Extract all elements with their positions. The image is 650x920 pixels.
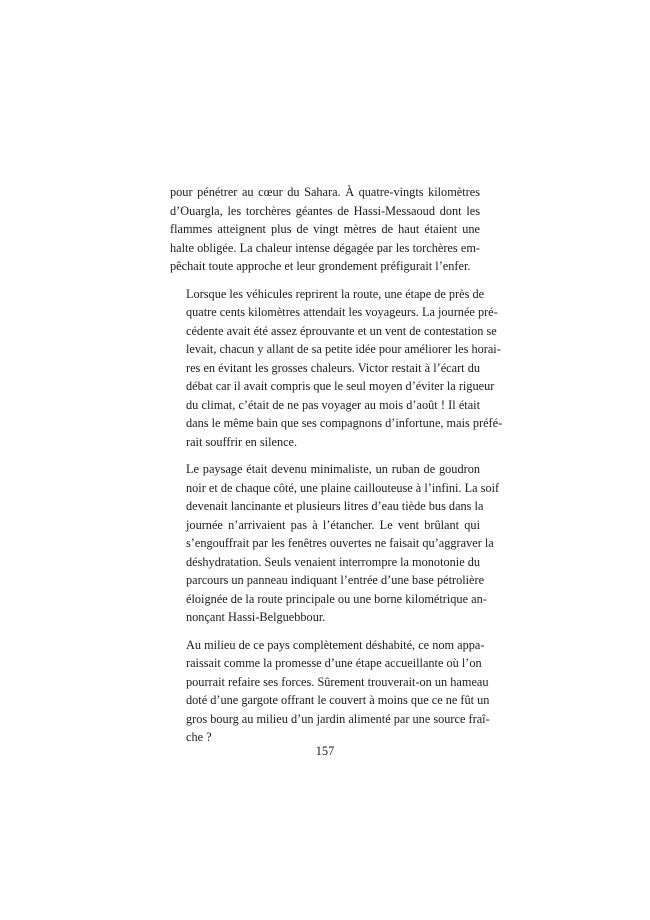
text-line: éloignée de la route principale ou une borne kilométrique an- [186,591,487,606]
text-line: rait souffrir en silence. [186,434,298,449]
text-line: journée n’arrivaient pas à l’étancher. Le vent brûlant qui [186,517,480,532]
text-line: déshydratation. Seuls venaient interrompre la monotonie du [186,554,481,569]
text-line: halte obligée. La chaleur intense dégagée par les torchères em- [170,240,480,255]
text-line: nonçant Hassi-Belguebbour. [186,610,326,624]
text-line: d’Ouargla, les torchères géantes de Hassi-Messaoud dont les [170,203,480,218]
paragraph-2 [170,285,503,452]
text-line: quatre cents kilomètres attendait les voyageurs. La journée pré- [186,305,498,319]
text-line: doté d’une gargote offrant le couvert à moins que ce ne fût un [186,693,490,707]
paragraph-1 [170,183,480,276]
text-line: Lorsque les véhicules reprirent la route, une étape de près de [186,286,485,301]
text-line: débat car il avait compris que le seul moyen d’éviter la rigueur [186,379,495,393]
text-line: che ? [186,730,212,744]
text-line: gros bourg au milieu d’un jardin alimenté par une source fraî- [186,711,490,726]
text-line: cédente avait été assez éprouvante et un vent de contestation se [186,323,497,338]
text-line: flammes atteignent plus de vingt mètres de haut étaient une [170,222,480,236]
text-line: devenait lancinante et plusieurs litres d’eau tiède bus dans la [186,499,484,513]
text-line: raissait comme la promesse d’une étape accueillante où l’on [186,656,482,670]
text-line: s’engouffrait par les fenêtres ouvertes ne faisait qu’aggraver la [186,536,494,550]
text-line: parcours un panneau indiquant l’entrée d’une base pétrolière [186,573,485,587]
text-line: Au milieu de ce pays complètement déshabité, ce nom appa- [186,637,485,652]
text-line: noir et de chaque côté, une plaine caillouteuse à l’infini. La soif [186,480,500,495]
text-line: Le paysage était devenu minimaliste, un ruban de goudron [186,462,480,476]
text-line: pour pénétrer au cœur du Sahara. À quatre-vingts kilomètres [170,185,480,199]
paragraph-3 [170,460,500,627]
page-number: 157 [315,744,335,758]
text-line: pêchait toute approche et leur grondement préfigurait l’enfer. [170,259,471,273]
text-line: du climat, c’était de ne pas voyager au mois d’août ! Il était [186,397,480,412]
text-line: pourrait refaire ses forces. Sûrement trouverait-on un hameau [186,674,489,689]
text-line: dans le même bain que ses compagnons d’infortune, mais préfé- [186,416,503,430]
text-line: res en évitant les grosses chaleurs. Victor restait à l’écart du [186,360,480,375]
paragraph-4 [170,636,490,747]
text-line: levait, chacun y allant de sa petite idée pour améliorer les horai- [186,342,501,356]
body-text [170,183,503,747]
